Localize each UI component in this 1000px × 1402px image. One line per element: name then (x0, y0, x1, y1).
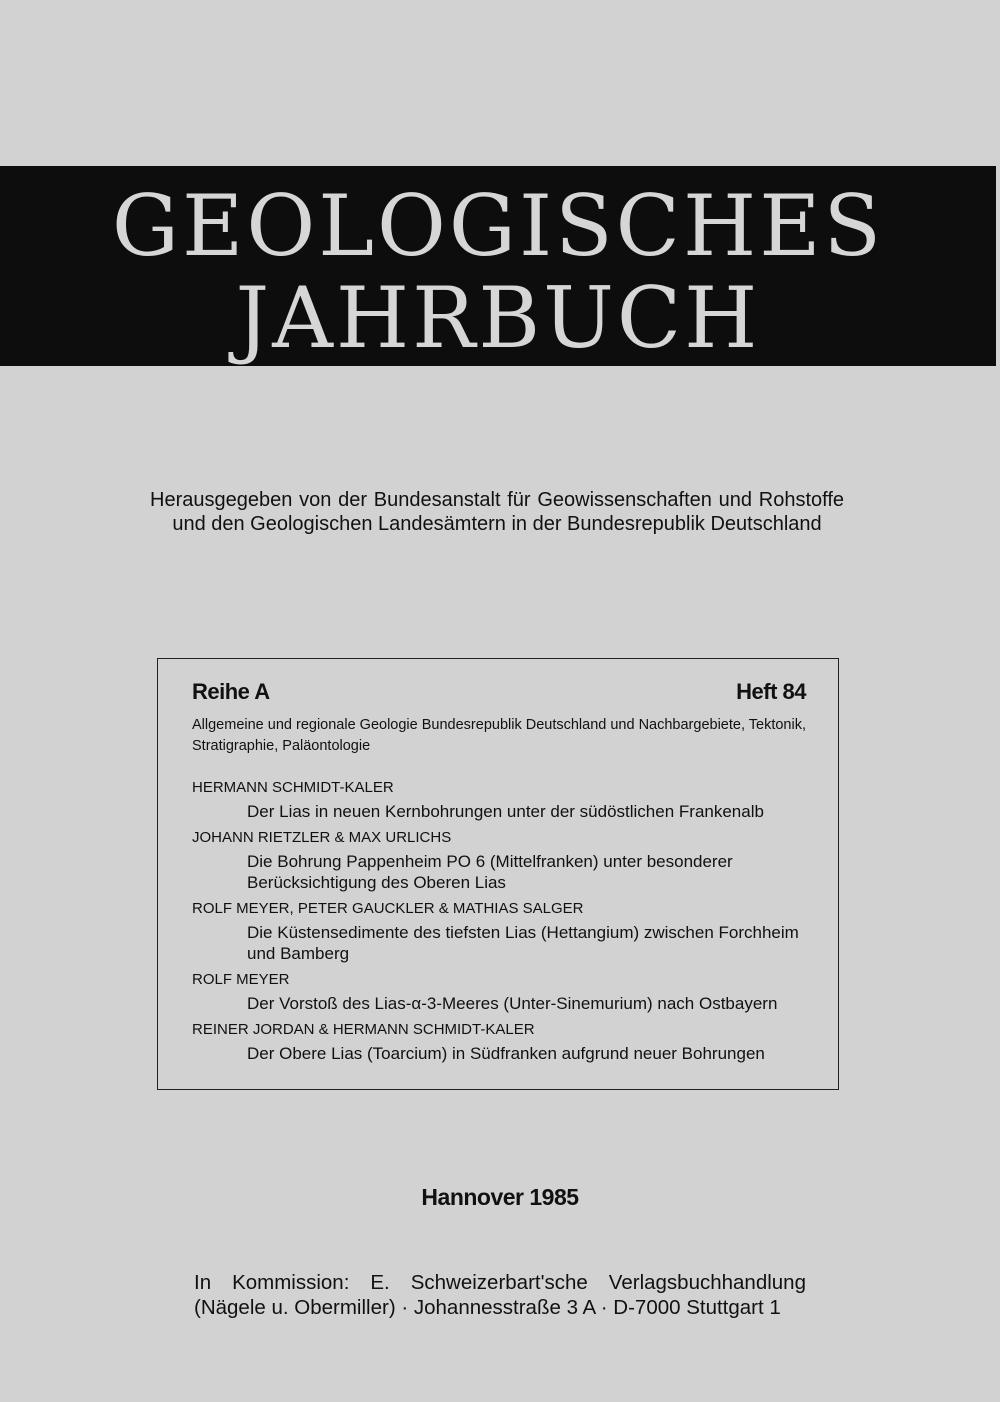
place-year: Hannover 1985 (421, 1184, 579, 1210)
article-authors: REINER JORDAN & HERMANN SCHMIDT-KALER (192, 1021, 535, 1038)
series-description: Allgemeine und regionale Geologie Bundesrepublik Deutschland und Nachbargebiete, Tektonik, Stratigraphie, Paläontologie (192, 717, 806, 754)
journal-title-line2: JAHRBUCH (235, 269, 761, 367)
article-title: Der Lias in neuen Kernbohrungen unter der südöstlichen Frankenalb (247, 802, 764, 821)
series-box (157, 658, 839, 1090)
article-title: Der Obere Lias (Toarcium) in Südfranken aufgrund neuer Bohrungen (247, 1044, 765, 1063)
series-header (192, 679, 806, 707)
commission-line1: In Kommission: E. Schweizerbart'sche Verlagsbuchhandlung (194, 1271, 806, 1294)
article-authors: HERMANN SCHMIDT-KALER (192, 779, 394, 796)
article-authors: ROLF MEYER (192, 971, 290, 988)
article-list (192, 778, 822, 1070)
article-item (192, 1020, 822, 1064)
journal-title-line1: GEOLOGISCHES (111, 177, 885, 275)
issue-number: Heft 84 (736, 679, 806, 704)
article-item (192, 899, 822, 964)
article-title: Die Küstensedimente des tiefsten Lias (Hettangium) zwischen Forchheim und Bamberg (247, 923, 799, 963)
article-authors: ROLF MEYER, PETER GAUCKLER & MATHIAS SALGER (192, 900, 584, 917)
article-item (192, 970, 822, 1014)
article-item (192, 778, 822, 822)
article-title: Der Vorstoß des Lias-α-3-Meeres (Unter-Sinemurium) nach Ostbayern (247, 994, 778, 1013)
publisher-statement: Herausgegeben von der Bundesanstalt für Geowissenschaften und Rohstoffe und den Geologischen Landesämtern in der Bundesrepublik Deutschland (150, 489, 844, 535)
article-item (192, 828, 822, 893)
article-title: Die Bohrung Pappenheim PO 6 (Mittelfranken) unter besonderer Berücksichtigung des Oberen Lias (247, 852, 733, 892)
commission-note (194, 1270, 806, 1320)
series-label: Reihe A (192, 679, 270, 704)
commission-line2: (Nägele u. Obermiller) · Johannesstraße 3 A · D-7000 Stuttgart 1 (194, 1296, 781, 1319)
article-authors: JOHANN RIETZLER & MAX URLICHS (192, 829, 452, 846)
